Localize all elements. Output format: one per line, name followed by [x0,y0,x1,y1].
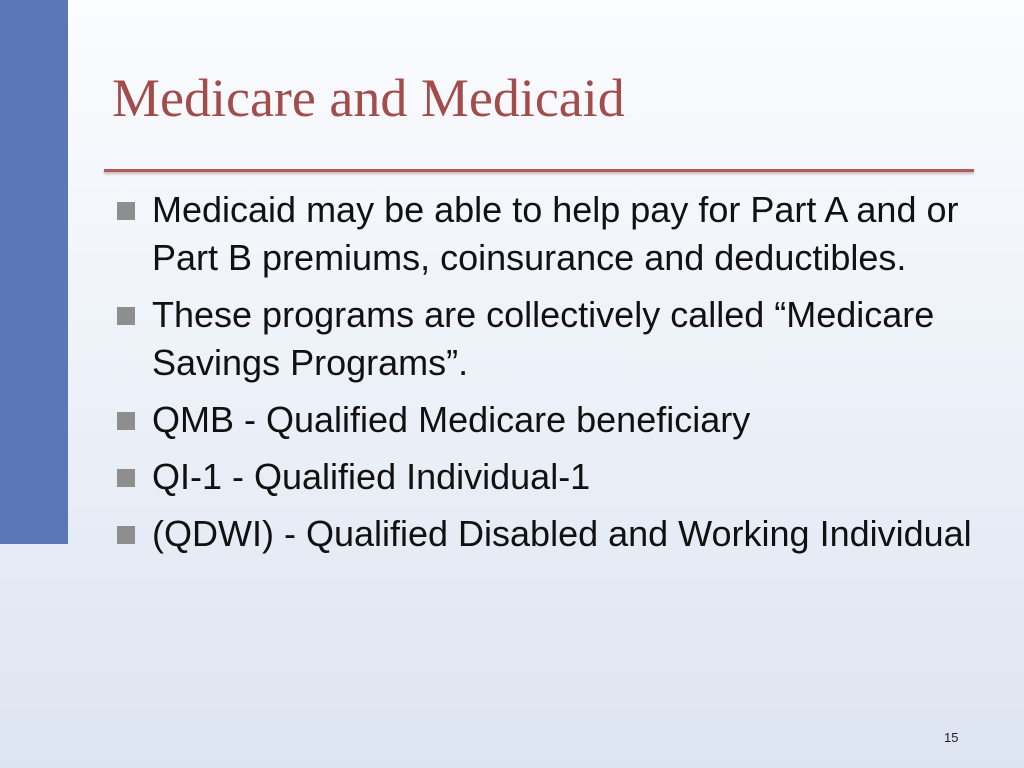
square-bullet-icon [117,412,135,430]
bullet-item [112,186,972,282]
square-bullet-icon [117,307,135,325]
title-divider [104,169,974,172]
square-bullet-icon [117,469,135,487]
bullet-item [112,453,972,501]
square-bullet-icon [117,526,135,544]
bullet-list [112,186,972,567]
square-bullet-icon [117,202,135,220]
slide-title: Medicare and Medicaid [112,68,625,128]
bullet-text: (QDWI) - Qualified Disabled and Working Individual [152,513,972,554]
bullet-text: These programs are collectively called “Medicare Savings Programs”. [152,294,935,383]
bullet-item [112,291,972,387]
side-accent-bar [0,0,68,544]
bullet-text: QI-1 - Qualified Individual-1 [152,456,591,497]
bullet-item [112,396,972,444]
bullet-item [112,510,972,558]
bullet-text: Medicaid may be able to help pay for Part A and or Part B premiums, coinsurance and deductibles. [152,189,959,278]
page-number: 15 [944,730,959,745]
bullet-text: QMB - Qualified Medicare beneficiary [152,399,751,440]
